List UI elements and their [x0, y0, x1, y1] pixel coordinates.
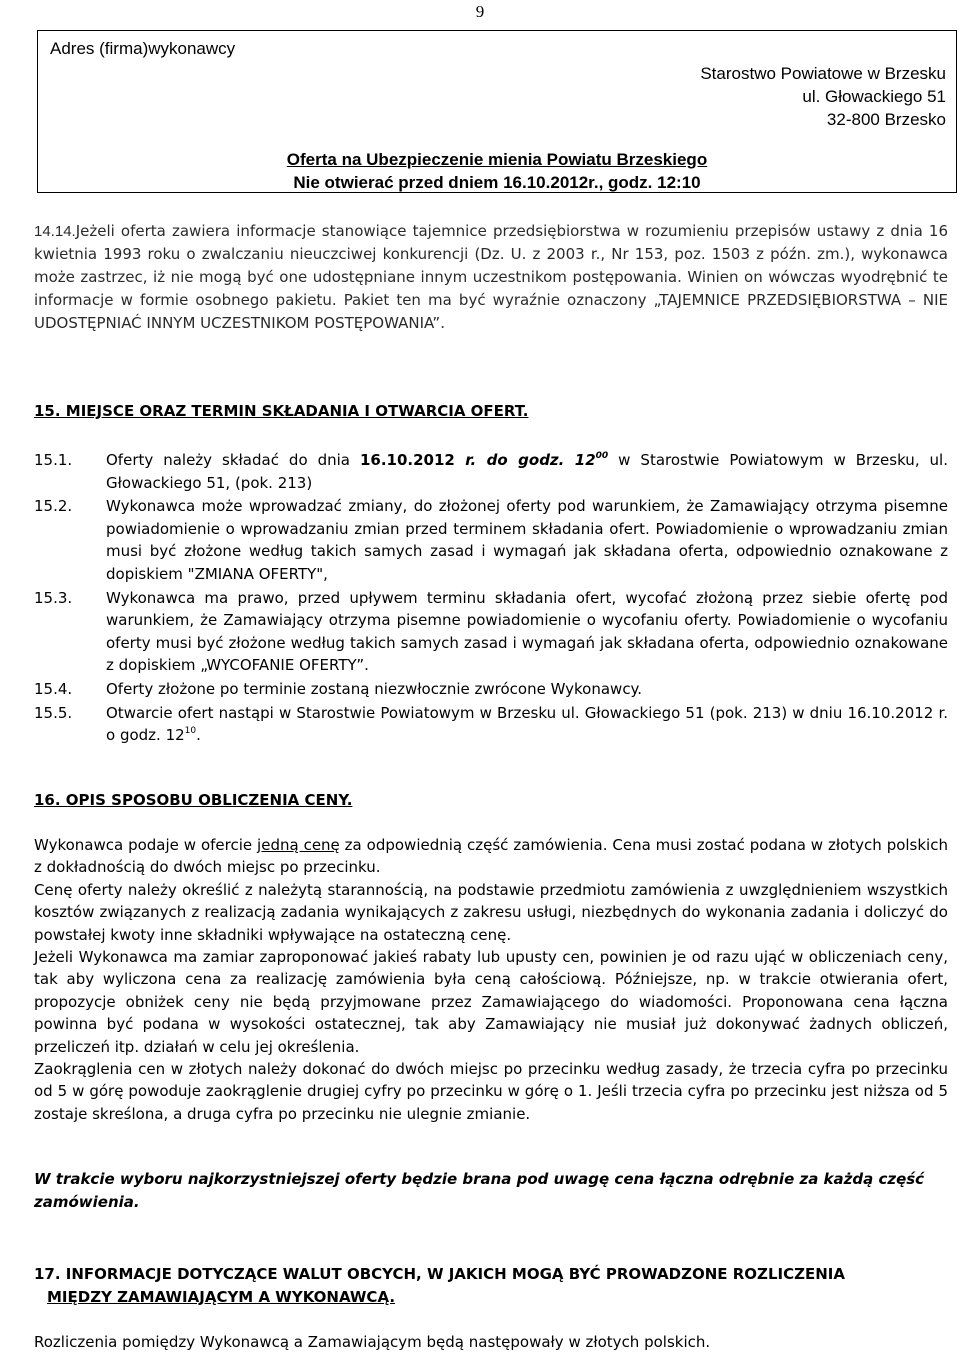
- section-16-heading: 16. OPIS SPOSOBU OBLICZENIA CENY.: [34, 791, 353, 809]
- do-not-open-notice: Nie otwierać przed dniem 16.10.2012r., godz. 12:10: [293, 173, 701, 192]
- item-number: 15.1.: [34, 451, 73, 469]
- list-item: [34, 702, 948, 747]
- item-number: 15.5.: [34, 703, 73, 722]
- page-number: 9: [475, 2, 485, 21]
- addressee-line: 32-800 Brzesko: [826, 110, 946, 129]
- addressee-line: ul. Głowackiego 51: [802, 87, 946, 106]
- item-text: Wykonawca może wprowadzać zmiany, do złożonej oferty pod warunkiem, że Zamawiający otrzyma pisemne powiadomienie o wprowadzaniu zmian przed terminem składania ofert. Powiadomienie o wprowadzaniu zmian musi być złożone według takich samych zasad i wymagań jak składana oferta, odpowiednio oznakowane z dopiskiem "ZMIANA OFERTY",: [106, 497, 948, 583]
- list-item: [34, 449, 948, 494]
- item-text: Otwarcie ofert nastąpi w Starostwie Powiatowym w Brzesku ul. Głowackiego 51 (pok. 213) w dniu 16.10.2012 r. o godz. $12^{10}$.: [106, 703, 948, 745]
- list-item: [34, 678, 948, 701]
- paragraph: Cenę oferty należy określić z należytą starannością, na podstawie przedmiotu zamówienia z uwzględnieniem wszystkich kosztów związanych z realizacją zadania wynikających z zakresu usługi, niezbędnych do wykonania zadania i doliczyć do powstałej kwoty inne składniki wpływające na ostateczną cenę.: [34, 880, 948, 944]
- section-14-14: [34, 220, 948, 335]
- offer-marking: [38, 148, 956, 194]
- addressee-block: [700, 62, 946, 131]
- heading-line: 17. INFORMACJE DOTYCZĄCE WALUT OBCYCH, W JAKICH MOGĄ BYĆ PROWADZONE ROZLICZENIA: [34, 1265, 845, 1283]
- heading-line: MIĘDZY ZAMAWIAJĄCYM A WYKONAWCĄ.: [47, 1288, 396, 1306]
- section-17-text: Rozliczenia pomiędzy Wykonawcą a Zamawiającym będą następowały w złotych polskich.: [34, 1333, 711, 1351]
- addressee-line: Starostwo Powiatowe w Brzesku: [700, 64, 946, 83]
- section-16-body: [34, 834, 948, 1125]
- deadline-time: r. do godz. 12: [454, 451, 596, 469]
- section-15-heading: 15. MIEJSCE ORAZ TERMIN SKŁADANIA I OTWARCIA OFERT.: [34, 402, 529, 420]
- paragraph: Wykonawca podaje w ofercie jedną cenę za odpowiednią część zamówienia. Cena musi zostać podana w złotych polskich z dokładnością do dwóch miejsc po przecinku.: [34, 836, 948, 877]
- item-number: 15.2.: [34, 497, 73, 516]
- paragraph: Jeżeli Wykonawca ma zamiar zaproponować jakieś rabaty lub upusty cen, powinien je od razu ująć w obliczeniach ceny, tak aby wyliczona cena za realizację zamówienia była ceną całościową. Późniejsze, np. w trakcie otwierania ofert, propozycje obniżek ceny nie będą przyjmowane przez Zamawiającego do wiadomości. Proponowana cena łączna powinna być podana w wysokości ostatecznej, tak aby Zamawiający nie musiał już dokonywać żadnych obliczeń, przeliczeń itp. działań w celu jej określenia.: [34, 948, 948, 1056]
- deadline-date: 16.10.2012: [359, 451, 455, 469]
- item-number: 15.4.: [34, 679, 73, 698]
- item-text: Wykonawca ma prawo, przed upływem terminu składania ofert, wycofać złożoną przez siebie ofertę pod warunkiem, że Zamawiający otrzyma pisemne powiadomienie o wycofaniu oferty. Powiadomienie o wycofaniu oferty musi być złożone według takich samych zasad i wymagań jak składana oferta, odpowiednio oznakowane z dopiskiem „WYCOFANIE OFERTY”.: [106, 588, 948, 675]
- underlined-phrase: jedną cenę: [257, 836, 340, 854]
- price-emphasis-note: W trakcie wyboru najkorzystniejszej oferty będzie brana pod uwagę cena łączna odrębnie za każdą część zamówienia.: [34, 1170, 925, 1211]
- envelope-label-box: [37, 30, 957, 193]
- sender-address: Adres (firma)wykonawcy: [50, 39, 236, 58]
- section-15-list: [34, 449, 948, 748]
- list-item: [34, 587, 948, 677]
- list-item: [34, 495, 948, 585]
- section-17-heading: [34, 1263, 934, 1309]
- section-number: 14.14.: [34, 223, 76, 240]
- paragraph: Zaokrąglenia cen w złotych należy dokonać do dwóch miejsc po przecinku według zasady, że trzecia cyfra po przecinku od 5 w górę powoduje zaokrąglenie drugiej cyfry po przecinku w górę o 1. Jeśli trzecia cyfra po przecinku jest niższa od 5 zostaje skreślona, a druga cyfra po przecinku nie ulegnie zmianie.: [34, 1060, 948, 1123]
- item-text: Oferty złożone po terminie zostaną niezwłocznie zwrócone Wykonawcy.: [106, 679, 643, 698]
- item-text: Oferty należy składać do dnia 16.10.2012 r. do godz. $12^{00}$ w Starostwie Powiatowym w Brzesku, ul. Głowackiego 51, (pok. 213): [106, 451, 948, 492]
- section-text: Jeżeli oferta zawiera informacje stanowiące tajemnice przedsiębiorstwa w rozumieniu przepisów ustawy z dnia 16 kwietnia 1993 roku o zwalczaniu nieuczciwej konkurencji (Dz. U. z 2003 r., Nr 153, poz. 1503 z późn. zm.), wykonawca może zastrzec, iż nie mogą być one udostępniane innym uczestnikom postępowania. Winien on wówczas wyodrębnić te informacje w formie osobnego pakietu. Pakiet ten ma być wyraźnie oznaczony „TAJEMNICE PRZEDSIĘBIORSTWA – NIE UDOSTĘPNIAĆ INNYM UCZESTNIKOM POSTĘPOWANIA”.: [34, 222, 948, 332]
- offer-title: Oferta na Ubezpieczenie mienia Powiatu Brzeskiego: [286, 150, 708, 169]
- item-number: 15.3.: [34, 588, 73, 607]
